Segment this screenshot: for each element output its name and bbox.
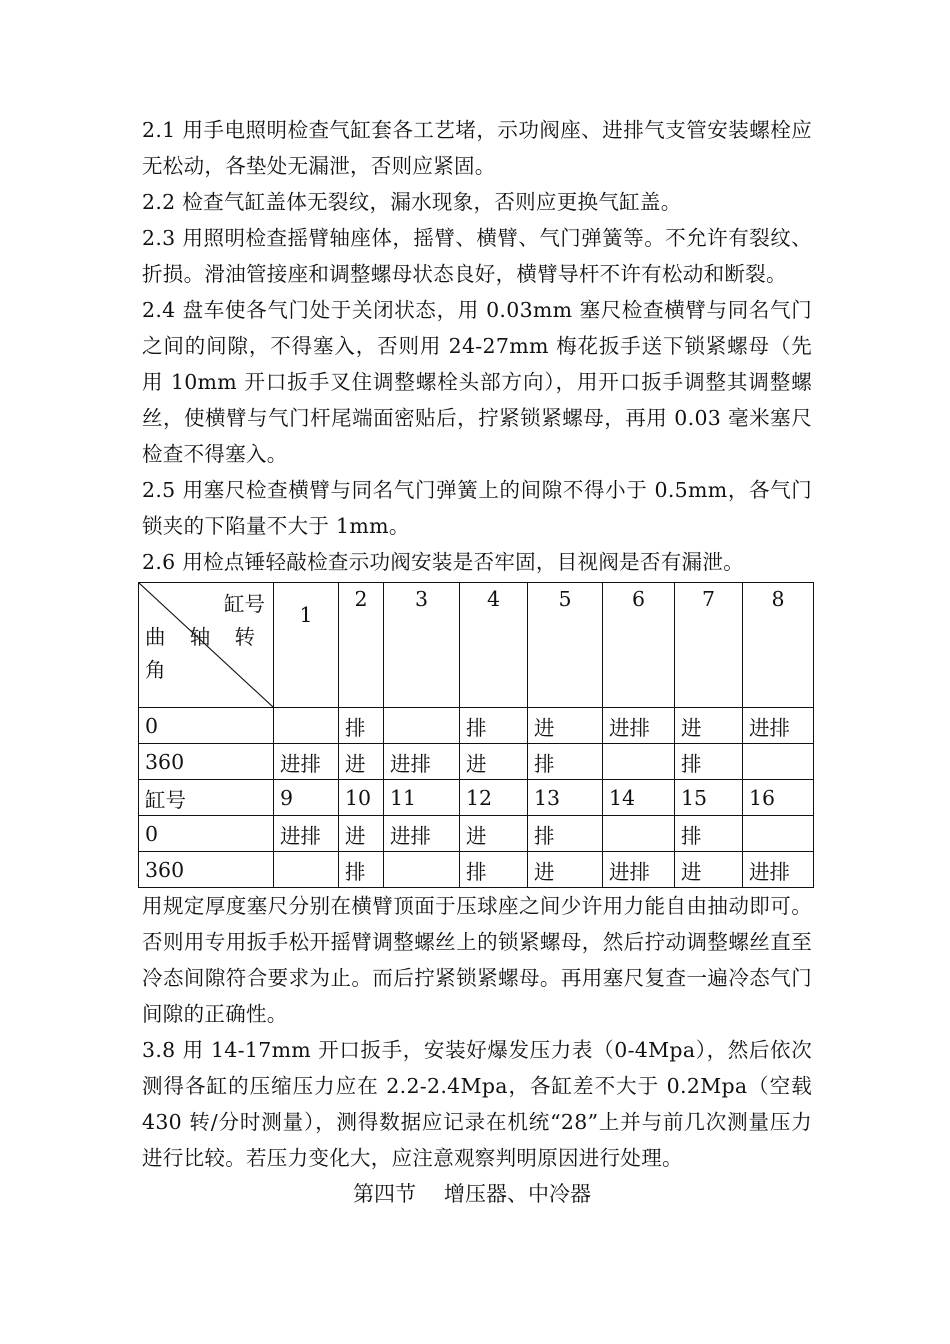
table-row: [139, 852, 814, 888]
table-row: [139, 744, 814, 780]
header-cylinder-label: 缸号: [224, 592, 265, 616]
table-cell: 14: [603, 780, 675, 816]
column-header: 5: [528, 583, 603, 708]
table-cell: 进排: [603, 852, 675, 888]
column-header: 3: [384, 583, 460, 708]
table-cell: [603, 744, 675, 780]
table-cell: [743, 816, 814, 852]
table-cell: 排: [528, 816, 603, 852]
paragraph-2-5: 2.5 用塞尺检查横臂与同名气门弹簧上的间隙不得小于 0.5mm，各气门锁夹的下陷量不大于 1mm。: [142, 478, 812, 538]
table-cell: 0: [139, 708, 274, 744]
column-header: 8: [743, 583, 814, 708]
table-cell: 排: [675, 744, 743, 780]
table-cell: 排: [675, 816, 743, 852]
table-cell: 排: [339, 852, 384, 888]
table-cell: 进: [675, 852, 743, 888]
table-cell: [274, 708, 339, 744]
table-cell: 进: [528, 852, 603, 888]
table-cell: 9: [274, 780, 339, 816]
table-cell: 进: [528, 708, 603, 744]
table-cell: 360: [139, 744, 274, 780]
table-cell: 进: [460, 816, 528, 852]
table-cell: [743, 744, 814, 780]
table-cell: [384, 852, 460, 888]
paragraph-3-8: 3.8 用 14-17mm 开口扳手，安装好爆发压力表（0-4Mpa），然后依次测得各缸的压缩压力应在 2.2-2.4Mpa，各缸差不大于 0.2Mpa（空载 430 转/分时测量），测得数据应记录在机统“28”上并与前几次测量压力进行比较。若压力变化大，应注意观察判明原因进行处理。: [142, 1038, 812, 1170]
table-cell: 11: [384, 780, 460, 816]
table-cell: [603, 816, 675, 852]
table-row: [139, 780, 814, 816]
paragraph-2-6: 2.6 用检点锤轻敲检查示功阀安装是否牢固，目视阀是否有漏泄。: [142, 550, 744, 574]
table-cell: 进: [460, 744, 528, 780]
column-header: 4: [460, 583, 528, 708]
table-cell: 12: [460, 780, 528, 816]
table-row: [139, 708, 814, 744]
table-cell: 进: [675, 708, 743, 744]
paragraph-2-3: 2.3 用照明检查摇臂轴座体，摇臂、横臂、气门弹簧等。不允许有裂纹、折损。滑油管接座和调整螺母状态良好，横臂导杆不许有松动和断裂。: [142, 226, 812, 286]
table-row: [139, 816, 814, 852]
table-cell: 15: [675, 780, 743, 816]
table-cell: [384, 708, 460, 744]
table-cell: 16: [743, 780, 814, 816]
document-page: [142, 112, 812, 1212]
table-cell: 进: [339, 744, 384, 780]
table-header-row: [139, 583, 814, 708]
table-cell: 缸号: [139, 780, 274, 816]
table-cell: 进: [339, 816, 384, 852]
table-cell: 排: [460, 852, 528, 888]
paragraph-cold-clearance: 用规定厚度塞尺分别在横臂顶面于压球座之间少许用力能自由抽动即可。否则用专用扳手松开摇臂调整螺丝上的锁紧螺母，然后拧动调整螺丝直至冷态间隙符合要求为止。而后拧紧锁紧螺母。再用塞尺复查一遍冷态气门间隙的正确性。: [142, 894, 812, 1026]
table-cell: 进排: [743, 852, 814, 888]
column-header: 2: [339, 583, 384, 708]
table-cell: 排: [339, 708, 384, 744]
header-crank-angle-label-2: 角: [145, 658, 166, 682]
section-number: 第四节: [353, 1182, 416, 1206]
header-crank-angle-label: 曲 轴 转: [145, 625, 255, 649]
table-cell: 进排: [274, 744, 339, 780]
paragraph-2-1: 2.1 用手电照明检查气缸套各工艺堵，示功阀座、进排气支管安装螺栓应无松动，各垫处无漏泄，否则应紧固。: [142, 118, 812, 178]
section-title: [142, 1176, 812, 1212]
column-header: 1: [274, 583, 339, 708]
table-cell: 360: [139, 852, 274, 888]
column-header: 7: [675, 583, 743, 708]
table-cell: 进排: [743, 708, 814, 744]
table-cell: 进排: [384, 744, 460, 780]
table-cell: [274, 852, 339, 888]
table-cell: 进排: [384, 816, 460, 852]
diagonal-header-cell: [139, 583, 274, 708]
paragraph-2-2: 2.2 检查气缸盖体无裂纹，漏水现象，否则应更换气缸盖。: [142, 190, 682, 214]
table-cell: 排: [460, 708, 528, 744]
table-cell: 0: [139, 816, 274, 852]
table-cell: 排: [528, 744, 603, 780]
section-name: 增压器、中冷器: [444, 1182, 591, 1206]
paragraph-2-4: 2.4 盘车使各气门处于关闭状态，用 0.03mm 塞尺检查横臂与同名气门之间的间隙，不得塞入，否则用 24-27mm 梅花扳手送下锁紧螺母（先用 10mm 开口扳手叉住调整螺栓头部方向），用开口扳手调整其调整螺丝，使横臂与气门杆尾端面密贴后，拧紧锁紧螺母，再用 0.03 毫米塞尺检查不得塞入。: [142, 298, 812, 466]
table-cell: 进排: [274, 816, 339, 852]
table-cell: 进排: [603, 708, 675, 744]
column-header: 6: [603, 583, 675, 708]
valve-timing-table: [138, 582, 814, 888]
table-cell: 13: [528, 780, 603, 816]
table-cell: 10: [339, 780, 384, 816]
